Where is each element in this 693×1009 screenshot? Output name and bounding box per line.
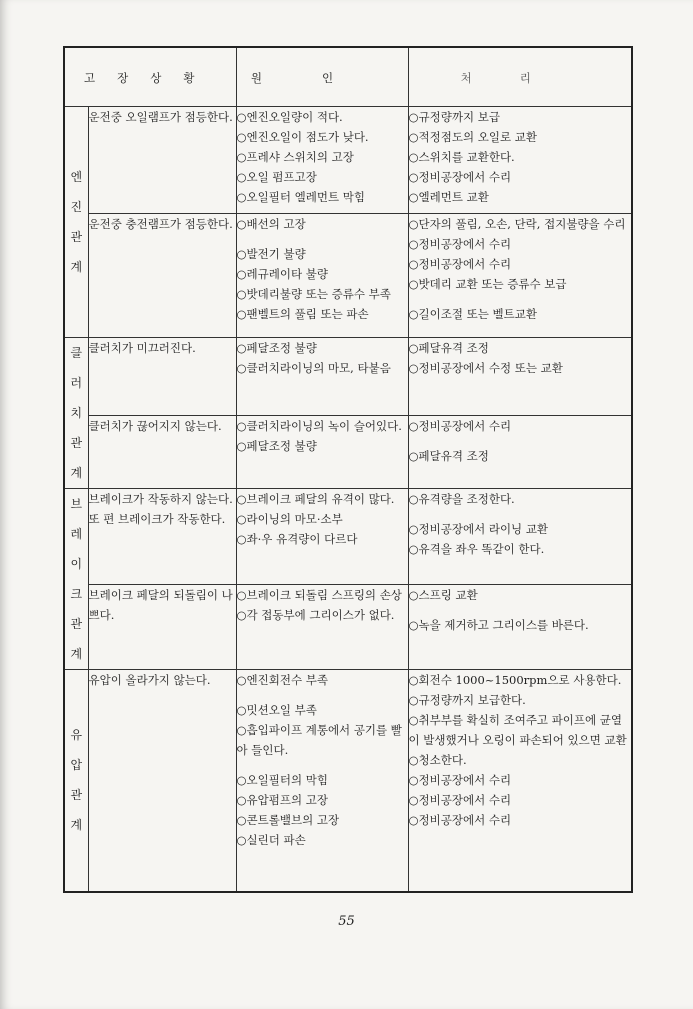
symptom-cell: 운전중 충전램프가 점등한다. [88, 214, 236, 338]
cause-item: ○흡입파이프 계통에서 공기를 빨아 들인다. [236, 723, 402, 757]
table-row [64, 416, 632, 489]
cause-item: ○콘트롤밸브의 고장 [236, 813, 340, 827]
fix-item: ○밧데리 교환 또는 증류수 보급 [408, 277, 567, 291]
cause-item: ○레규레이타 불량 [236, 267, 328, 281]
category-label: 브레이크관계 [70, 497, 83, 661]
table-row [64, 214, 632, 338]
fix-item: ○취부부를 확실히 조여주고 파이프에 균열이 발생했거나 오링이 파손되어 있으면 교환 [408, 713, 627, 747]
cause-cell [236, 489, 408, 585]
cause-item: ○발전기 불량 [236, 247, 306, 261]
fix-item: ○페달유격 조정 [408, 341, 489, 355]
table-row [64, 585, 632, 670]
fix-item: ○유격량을 조정한다. [408, 492, 515, 506]
cause-item: ○배선의 고장 [236, 217, 306, 231]
page-number: 55 [338, 914, 355, 929]
table-row [64, 107, 632, 214]
category-label: 엔진관계 [70, 170, 83, 274]
cause-item: ○오일 펌프고장 [236, 170, 317, 184]
fix-cell [408, 416, 632, 489]
fix-item [409, 436, 632, 446]
category-cell [64, 670, 88, 892]
troubleshooting-table [63, 46, 633, 893]
symptom-cell: 운전중 오일램프가 점등한다. [88, 107, 236, 214]
cause-item: ○클러치라이닝의 마모, 타붙음 [236, 361, 391, 375]
cause-item: ○좌·우 유격량이 다르다 [236, 532, 358, 546]
cause-item: ○엔진오일량이 적다. [236, 110, 343, 124]
fix-item: ○정비공장에서 수리 [408, 793, 512, 807]
cause-item: ○프레샤 스위치의 고장 [236, 150, 354, 164]
fix-item: ○엘레먼트 교환 [408, 190, 489, 204]
fix-item: ○청소한다. [408, 753, 467, 767]
cause-item [237, 234, 408, 244]
cause-item: ○팬벨트의 풀림 또는 파손 [236, 307, 369, 321]
table-row [64, 338, 632, 416]
fix-item: ○정비공장에서 수리 [408, 237, 512, 251]
cause-item: ○각 접동부에 그리이스가 없다. [236, 608, 395, 623]
fix-item: ○규정량까지 보급한다. [408, 693, 526, 707]
cause-cell [236, 107, 408, 214]
fix-cell [408, 585, 632, 670]
fix-cell [408, 338, 632, 416]
fix-cell [408, 489, 632, 585]
cause-item: ○오일필터 엘레먼트 막힘 [236, 190, 365, 204]
cause-item [237, 690, 408, 700]
fix-item: ○정비공장에서 수리 [408, 419, 512, 434]
symptom-cell: 클러치가 끊어지지 않는다. [88, 416, 236, 489]
header-fix: 처리 [408, 47, 632, 107]
fix-item: ○규정량까지 보급 [408, 110, 500, 124]
cause-item [237, 760, 408, 770]
fix-item: ○단자의 풀림, 오손, 단락, 접지불량을 수리 [408, 217, 626, 231]
fix-cell [408, 214, 632, 338]
fix-item: ○정비공장에서 수리 [408, 170, 512, 184]
table-row [64, 670, 632, 892]
cause-cell [236, 416, 408, 489]
fix-cell [408, 670, 632, 892]
cause-item: ○라이닝의 마모·소부 [236, 512, 343, 526]
cause-item: ○밋션오일 부족 [236, 703, 317, 717]
category-cell [64, 489, 88, 670]
table-header-row [64, 47, 632, 107]
cause-cell [236, 338, 408, 416]
fix-item: ○정비공장에서 수정 또는 교환 [408, 361, 563, 375]
header-cause: 원인 [236, 47, 408, 107]
cause-item: ○엔진회전수 부족 [236, 673, 328, 687]
symptom-cell: 브레이크 페달의 되돌림이 나쁘다. [88, 585, 236, 670]
symptom-cell: 브레이크가 작동하지 않는다. 또 편 브레이크가 작동한다. [88, 489, 236, 585]
category-label: 클러치관계 [70, 346, 83, 480]
cause-item: ○페달조정 불량 [236, 439, 317, 454]
fix-cell [408, 107, 632, 214]
fix-item: ○회전수 1000~1500rpm으로 사용한다. [408, 673, 622, 687]
table-row [64, 489, 632, 585]
cause-item: ○페달조정 불량 [236, 341, 317, 355]
fix-item: ○스프링 교환 [408, 588, 478, 603]
symptom-cell: 유압이 올라가지 않는다. [88, 670, 236, 892]
category-cell [64, 107, 88, 338]
category-label: 유압관계 [70, 728, 83, 833]
cause-cell [236, 585, 408, 670]
table-body [64, 107, 632, 892]
fix-item: ○정비공장에서 라이닝 교환 [408, 522, 549, 536]
cause-item: ○브레이크 페달의 유격이 많다. [236, 492, 395, 506]
header-symptom: 고장상황 [64, 47, 236, 107]
symptom-cell: 클러치가 미끄러진다. [88, 338, 236, 416]
fix-item [409, 509, 632, 519]
fix-item: ○녹을 제거하고 그리이스를 바른다. [408, 618, 589, 633]
cause-item: ○유압펌프의 고장 [236, 793, 328, 807]
cause-item: ○실린더 파손 [236, 833, 306, 847]
fix-item: ○정비공장에서 수리 [408, 773, 512, 787]
fix-item [409, 605, 632, 615]
fix-item: ○스위치를 교환한다. [408, 150, 515, 164]
cause-item: ○오일필터의 막힘 [236, 773, 328, 787]
cause-cell [236, 214, 408, 338]
cause-item: ○클러치라이닝의 녹이 슬어있다. [236, 419, 402, 434]
cause-item: ○엔진오일이 점도가 낮다. [236, 130, 369, 144]
fix-item: ○유격을 좌우 똑같이 한다. [408, 542, 545, 556]
cause-item: ○밧데리불량 또는 증류수 부족 [236, 287, 391, 301]
fix-item: ○정비공장에서 수리 [408, 813, 512, 827]
cause-item: ○브레이크 되돌림 스프링의 손상 [236, 588, 402, 603]
cause-cell [236, 670, 408, 892]
fix-item: ○길이조절 또는 벨트교환 [408, 307, 537, 321]
fix-item [409, 294, 632, 304]
fix-item: ○정비공장에서 수리 [408, 257, 512, 271]
fix-item: ○적정점도의 오일로 교환 [408, 130, 537, 144]
category-cell [64, 338, 88, 489]
fix-item: ○페달유격 조정 [408, 449, 489, 464]
